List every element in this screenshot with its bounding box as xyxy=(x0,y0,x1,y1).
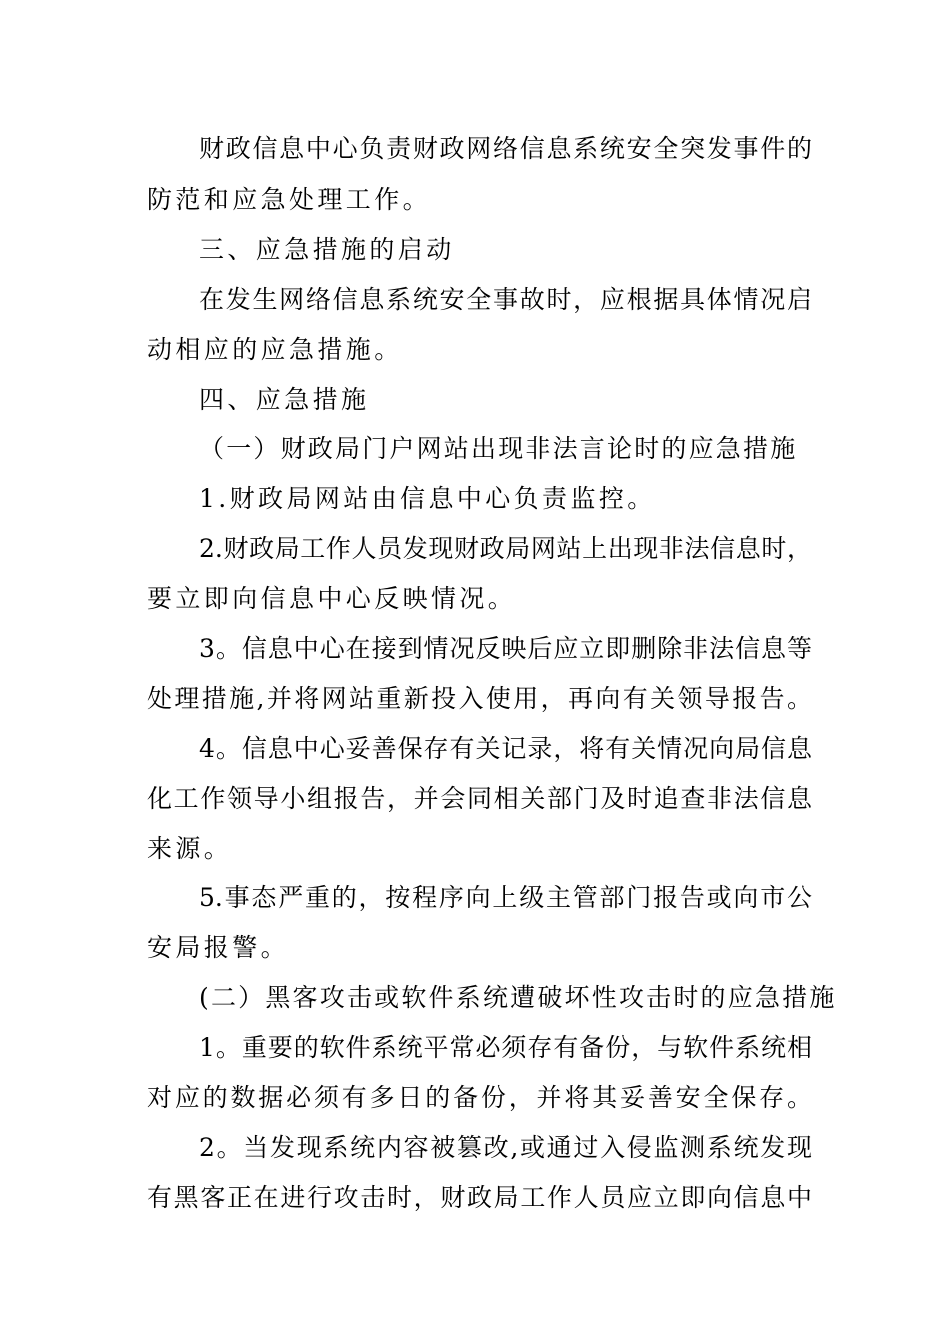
paragraph-line: 防范和应急处理工作。 xyxy=(147,185,432,214)
paragraph-line: 安局报警。 xyxy=(147,933,290,962)
paragraph-line: 在发生网络信息系统安全事故时，应根据具体情况启 xyxy=(199,285,812,314)
paragraph-line: 4。信息中心妥善保存有关记录，将有关情况向局信息 xyxy=(199,734,812,763)
subsection-heading: （一）财政局门户网站出现非法言论时的应急措施 xyxy=(199,434,798,463)
paragraph-line: 有黑客正在进行攻击时，财政局工作人员应立即向信息中 xyxy=(147,1183,812,1212)
paragraph-line: 对应的数据必须有多日的备份，并将其妥善安全保存。 xyxy=(147,1083,812,1112)
paragraph-line: 来源。 xyxy=(147,834,233,863)
paragraph-line: 1.财政局网站由信息中心负责监控。 xyxy=(199,484,656,513)
paragraph-line: 2.财政局工作人员发现财政局网站上出现非法信息时， xyxy=(199,534,812,563)
paragraph-line: 处理措施,并将网站重新投入使用，再向有关领导报告。 xyxy=(147,684,812,713)
paragraph-line: 2。当发现系统内容被篡改,或通过入侵监测系统发现 xyxy=(199,1133,812,1162)
section-heading: 四、应急措施 xyxy=(199,385,370,414)
paragraph-line: 1。重要的软件系统平常必须存有备份，与软件系统相 xyxy=(199,1033,812,1062)
subsection-heading: (二）黑客攻击或软件系统遭破坏性攻击时的应急措施 xyxy=(199,983,837,1012)
section-heading: 三、应急措施的启动 xyxy=(199,235,455,264)
paragraph-line: 动相应的应急措施。 xyxy=(147,335,403,364)
paragraph-line: 3。信息中心在接到情况反映后应立即删除非法信息等 xyxy=(199,634,812,663)
paragraph-line: 5.事态严重的，按程序向上级主管部门报告或向市公 xyxy=(199,883,812,912)
paragraph-line: 财政信息中心负责财政网络信息系统安全突发事件的 xyxy=(199,134,812,163)
paragraph-line: 化工作领导小组报告，并会同相关部门及时追查非法信息 xyxy=(147,784,812,813)
paragraph-line: 要立即向信息中心反映情况。 xyxy=(147,584,517,613)
